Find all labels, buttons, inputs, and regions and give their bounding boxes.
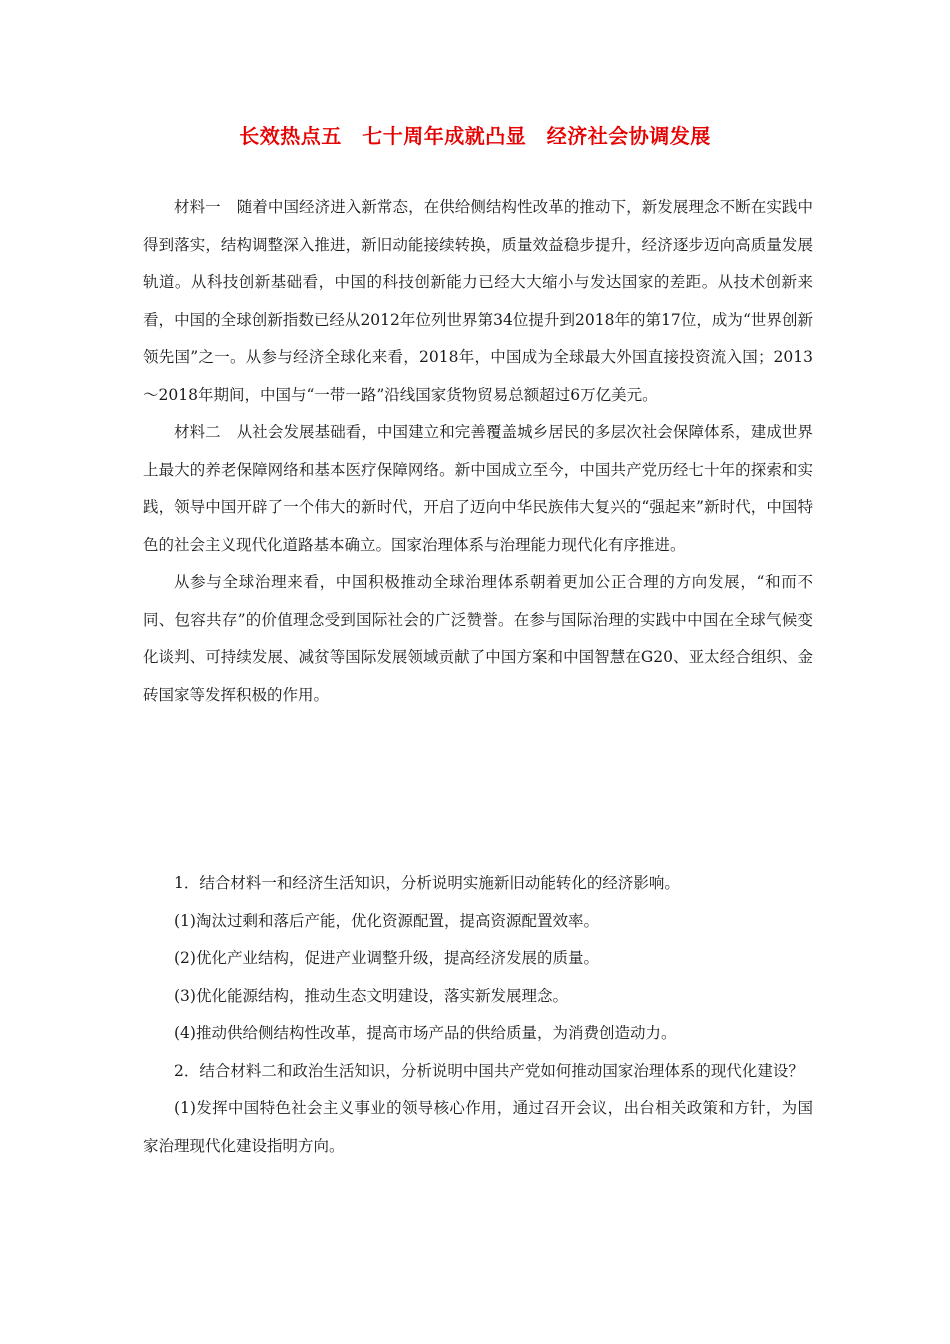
material-one-paragraph (143, 189, 813, 414)
question-one-answer-1: (1)淘汰过剩和落后产能，优化资源配置，提高资源配置效率。 (174, 911, 599, 930)
document-title: 长效热点五 七十周年成就凸显 经济社会协调发展 (239, 124, 711, 148)
question-two: 2．结合材料二和政治生活知识，分析说明中国共产党如何推动国家治理体系的现代化建设？ (174, 1061, 804, 1080)
material-two-continuation: 从参与全球治理来看，中国积极推动全球治理体系朝着更加公正合理的方向发展，“和而不同、包容共存”的价值理念受到国际社会的广泛赞誉。在参与国际治理的实践中中国在全球气候变化谈判、可持续发展、减贫等国际发展领域贡献了中国方案和中国智慧在G20、亚太经合组织、金砖国家等发挥积极的作用。 (143, 573, 813, 704)
material-two-paragraph (143, 414, 813, 564)
material-one-text: 随着中国经济进入新常态，在供给侧结构性改革的推动下，新发展理念不断在实践中得到落实，结构调整深入推进，新旧动能接续转换，质量效益稳步提升，经济逐步迈向高质量发展轨道。从科技创新基础看，中国的科技创新能力已经大大缩小与发达国家的差距。从技术创新来看，中国的全球创新指数已经从2012年位列世界第34位提升到2018年的第17位，成为“世界创新领先国”之一。从参与经济全球化来看，2018年，中国成为全球最大外国直接投资流入国；2013～2018年期间，中国与“一带一路”沿线国家货物贸易总额超过6万亿美元。 (143, 198, 813, 404)
question-one-answer-3: (3)优化能源结构，推动生态文明建设，落实新发展理念。 (174, 986, 568, 1005)
question-one: 1．结合材料一和经济生活知识，分析说明实施新旧动能转化的经济影响。 (174, 874, 680, 892)
question-one-answer-2: (2)优化产业结构，促进产业调整升级，提高经济发展的质量。 (174, 949, 599, 967)
materials-section (143, 189, 813, 714)
questions-section (143, 865, 813, 1165)
material-two-text: 从社会发展基础看，中国建立和完善覆盖城乡居民的多层次社会保障体系，建成世界上最大的养老保障网络和基本医疗保障网络。新中国成立至今，中国共产党历经七十年的探索和实践，领导中国开辟了一个伟大的新时代，开启了迈向中华民族伟大复兴的“强起来”新时代，中国特色的社会主义现代化道路基本确立。国家治理体系与治理能力现代化有序推进。 (143, 423, 813, 554)
material-one-label: 材料一 (174, 198, 221, 216)
question-two-answer-1: (1)发挥中国特色社会主义事业的领导核心作用，通过召开会议，出台相关政策和方针，为国家治理现代化建设指明方向。 (143, 1099, 813, 1155)
material-two-label: 材料二 (174, 423, 221, 441)
question-one-answer-4: (4)推动供给侧结构性改革，提高市场产品的供给质量，为消费创造动力。 (174, 1024, 677, 1042)
